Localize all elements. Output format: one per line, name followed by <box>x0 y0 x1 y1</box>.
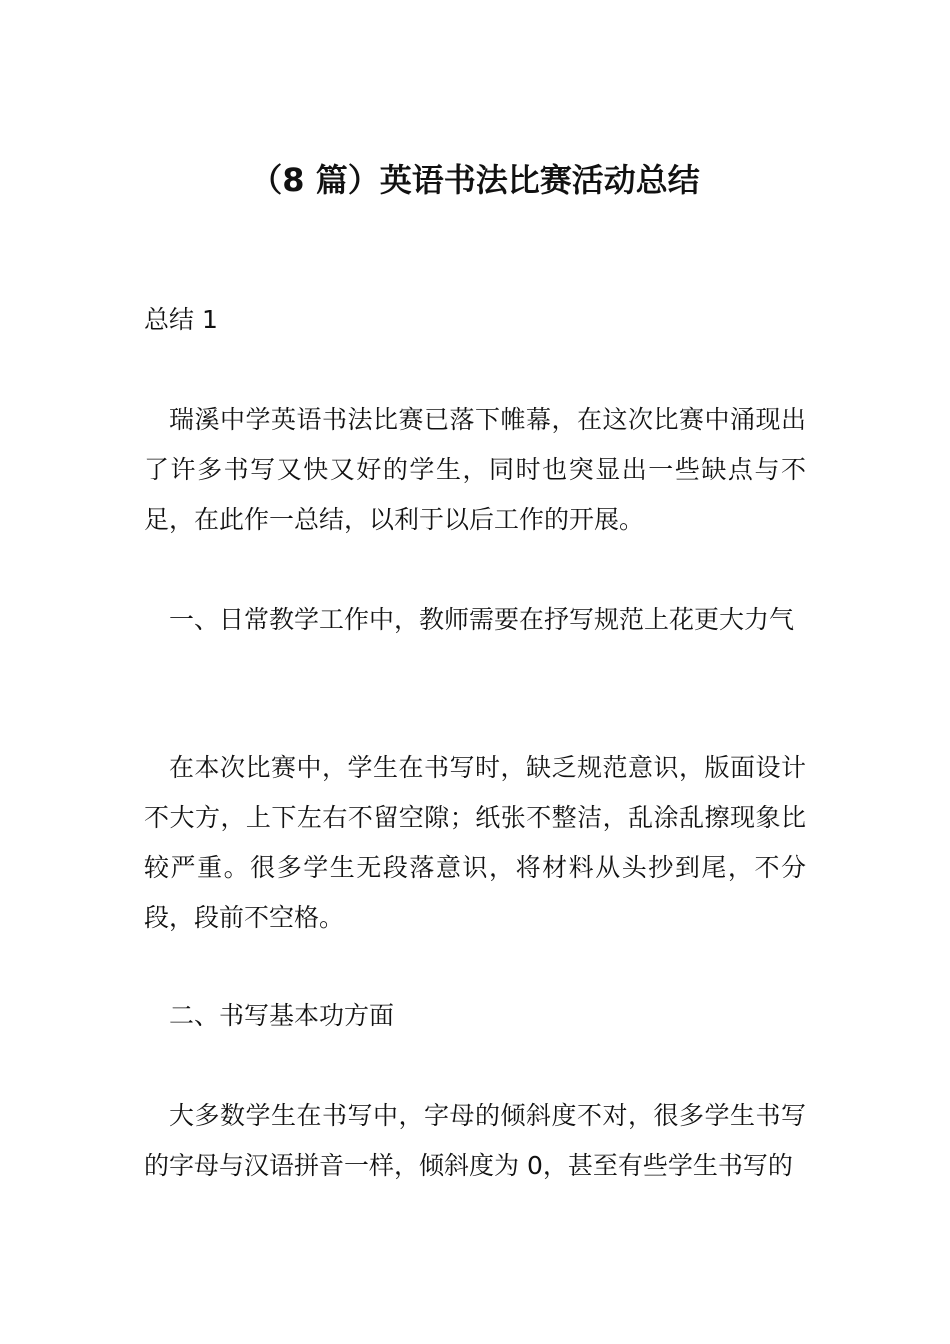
document-title: （8 篇）英语书法比赛活动总结 <box>250 161 700 199</box>
heading-part-one: 一、日常教学工作中，教师需要在抒写规范上花更大力气 <box>169 605 795 634</box>
heading-part-two: 二、书写基本功方面 <box>169 1001 395 1030</box>
section-heading: 总结 1 <box>144 305 218 334</box>
paragraph-intro: 瑞溪中学英语书法比赛已落下帷幕，在这次比赛中涌现出了许多书写又快又好的学生，同时也突显出一些缺点与不足，在此作一总结，以利于以后工作的开展。 <box>144 405 806 534</box>
paragraph-part-one: 在本次比赛中，学生在书写时，缺乏规范意识，版面设计不大方，上下左右不留空隙；纸张不整洁，乱涂乱擦现象比较严重。很多学生无段落意识，将材料从头抄到尾，不分段，段前不空格。 <box>144 753 806 932</box>
paragraph-part-two: 大多数学生在书写中，字母的倾斜度不对，很多学生书写的字母与汉语拼音一样，倾斜度为 0，甚至有些学生书写的 <box>144 1101 806 1180</box>
